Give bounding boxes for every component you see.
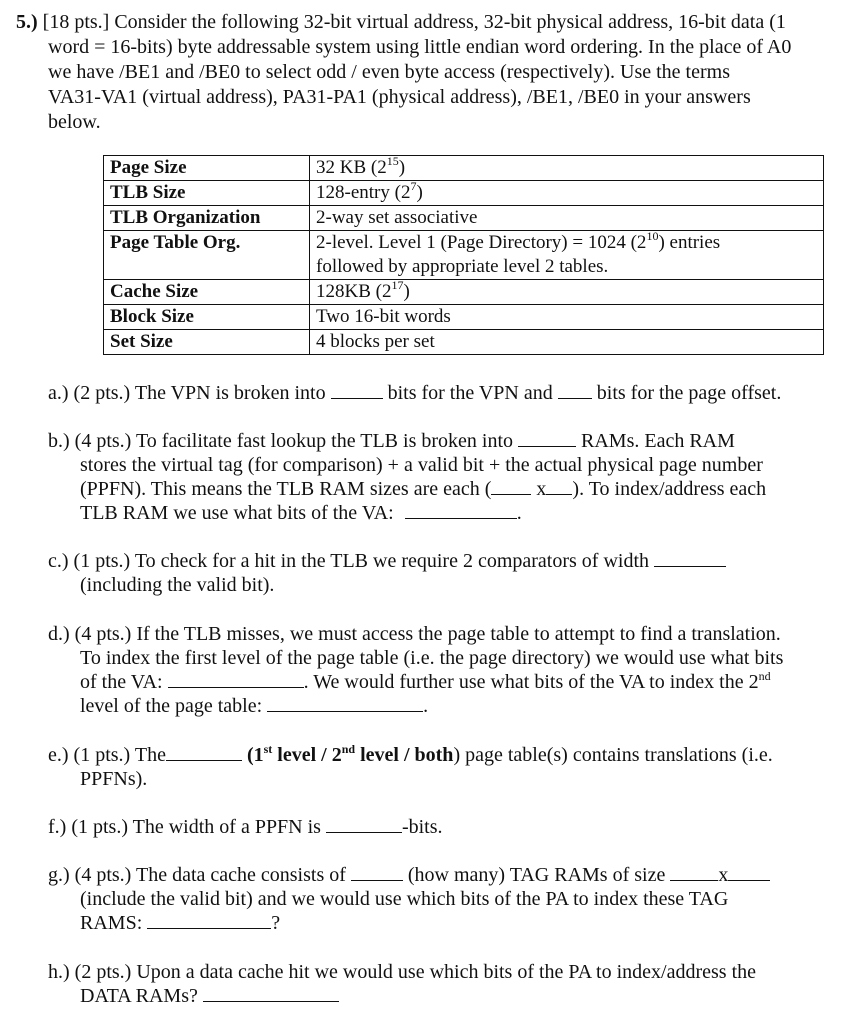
answer-blank-vpn-bits[interactable] bbox=[331, 381, 383, 399]
spec-value: Two 16-bit words bbox=[310, 305, 824, 330]
question-e: e.) (1 pts.) The (1st level / 2nd level / both) page table(s) contains translations (i.e. bbox=[48, 742, 773, 766]
table-row bbox=[104, 280, 824, 305]
question-d-line-4: level of the page table: . bbox=[80, 695, 429, 717]
spec-key: TLB Organization bbox=[104, 206, 310, 231]
answer-blank-level2-index-bits[interactable] bbox=[267, 694, 423, 712]
answer-blank-ppfn-width[interactable] bbox=[326, 815, 402, 833]
spec-key: Page Size bbox=[104, 156, 310, 181]
table-row bbox=[104, 156, 824, 181]
question-b: b.) (4 pts.) To facilitate fast lookup the TLB is broken into RAMs. Each RAM bbox=[48, 430, 735, 452]
question-b-line-2: stores the virtual tag (for comparison) + a valid bit + the actual physical page number bbox=[80, 454, 763, 476]
spec-value: 4 blocks per set bbox=[310, 330, 824, 355]
table-row bbox=[104, 181, 824, 206]
spec-value: 128-entry $(2^7)$ bbox=[310, 181, 824, 206]
intro-line-4: VA31-VA1 (virtual address), PA31-PA1 (physical address), /BE1, /BE0 in your answers bbox=[48, 86, 751, 108]
question-g-line-3: RAMS: ? bbox=[80, 912, 281, 934]
spec-key: Page Table Org. bbox=[104, 231, 310, 280]
spec-key: Cache Size bbox=[104, 280, 310, 305]
answer-blank-comparator-width[interactable] bbox=[654, 549, 726, 567]
answer-blank-tlb-index-bits[interactable] bbox=[405, 501, 517, 519]
question-label: e.) bbox=[48, 744, 69, 766]
spec-value: 2-level. Level 1 (Page Directory) = 1024 $(2^{10})$ entries followed by appropriate level 2 tables. bbox=[310, 231, 824, 280]
question-d: d.) (4 pts.) If the TLB misses, we must access the page table to attempt to find a translation. bbox=[48, 623, 781, 645]
question-label: d.) bbox=[48, 623, 70, 645]
question-d-line-2: To index the first level of the page table (i.e. the page directory) we would use what bits bbox=[80, 647, 784, 669]
question-label: b.) bbox=[48, 430, 70, 452]
question-label: c.) bbox=[48, 550, 69, 572]
intro-line-3: we have /BE1 and /BE0 to select odd / even byte access (respectively). Use the terms bbox=[48, 61, 730, 83]
question-c-line-2: (including the valid bit). bbox=[80, 574, 275, 596]
question-g-line-2: (include the valid bit) and we would use which bits of the PA to index these TAG bbox=[80, 888, 729, 910]
system-spec-table bbox=[103, 155, 824, 355]
question-b-line-3: (PPFN). This means the TLB RAM sizes are each ( x ). To index/address each bbox=[80, 478, 767, 500]
problem-number: 5.) bbox=[16, 11, 38, 33]
problem-points: [18 pts.] bbox=[42, 11, 110, 33]
question-label: a.) bbox=[48, 382, 69, 404]
intro-line-2: word = 16-bits) byte addressable system using little endian word ordering. In the place of A0 bbox=[48, 36, 792, 58]
answer-blank-tlb-ram-count[interactable] bbox=[518, 429, 576, 447]
question-c: c.) (1 pts.) To check for a hit in the TLB we require 2 comparators of width bbox=[48, 549, 726, 573]
answer-blank-data-ram-bits[interactable] bbox=[203, 984, 339, 1002]
spec-value: 32 KB $(2^{15})$ bbox=[310, 156, 824, 181]
answer-blank-tag-ram-count[interactable] bbox=[351, 863, 403, 881]
table-row bbox=[104, 231, 824, 280]
answer-blank-tag-index-bits[interactable] bbox=[147, 911, 271, 929]
table-row bbox=[104, 330, 824, 355]
question-h: h.) (2 pts.) Upon a data cache hit we would use which bits of the PA to index/address the bbox=[48, 961, 757, 983]
question-f: f.) (1 pts.) The width of a PPFN is -bits. bbox=[48, 816, 443, 838]
spec-value: 128KB $(2^{17})$ bbox=[310, 280, 824, 305]
question-d-line-3: of the VA: . We would further use what bits of the VA to index the 2nd bbox=[80, 669, 771, 693]
question-a: a.) (2 pts.) The VPN is broken into bits for the VPN and bits for the page offset. bbox=[48, 382, 782, 404]
question-b-line-4: TLB RAM we use what bits of the VA: . bbox=[80, 502, 522, 524]
table-row bbox=[104, 206, 824, 231]
intro-line-5: below. bbox=[48, 111, 101, 133]
answer-blank-tlb-ram-rows[interactable] bbox=[491, 477, 531, 495]
table-row bbox=[104, 305, 824, 330]
question-label: g.) bbox=[48, 864, 70, 886]
answer-blank-tag-ram-width[interactable] bbox=[728, 863, 770, 881]
question-label: f.) bbox=[48, 816, 67, 838]
spec-value: 2-way set associative bbox=[310, 206, 824, 231]
question-e-line-2: PPFNs). bbox=[80, 768, 148, 790]
problem-header bbox=[16, 10, 786, 34]
question-label: h.) bbox=[48, 961, 70, 983]
spec-key: Block Size bbox=[104, 305, 310, 330]
question-h-line-2: DATA RAMs? bbox=[80, 984, 339, 1008]
answer-blank-offset-bits[interactable] bbox=[558, 381, 592, 399]
spec-key: TLB Size bbox=[104, 181, 310, 206]
answer-blank-directory-index-bits[interactable] bbox=[168, 670, 304, 688]
answer-blank-translation-level[interactable] bbox=[166, 743, 242, 761]
answer-blank-tag-ram-rows[interactable] bbox=[670, 863, 718, 881]
answer-blank-tlb-ram-width[interactable] bbox=[546, 477, 572, 495]
spec-key: Set Size bbox=[104, 330, 310, 355]
question-g: g.) (4 pts.) The data cache consists of (how many) TAG RAMs of size x bbox=[48, 863, 770, 887]
intro-line-1: Consider the following 32-bit virtual address, 32-bit physical address, 16-bit data (1 bbox=[114, 11, 786, 33]
